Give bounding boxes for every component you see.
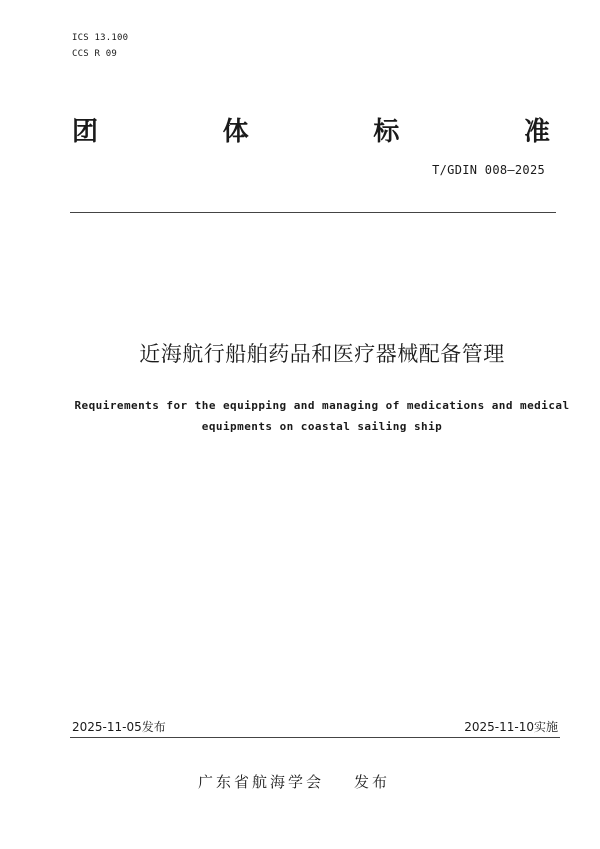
footer-divider [70, 737, 560, 738]
title-english [40, 395, 600, 437]
title-english-line: Requirements for the equipping and managing of medications and medical [74, 399, 570, 412]
ccs-code: CCS R 09 [72, 49, 117, 59]
implementation-date: 2025-11-10实施 [464, 720, 558, 734]
standard-type-heading [72, 116, 550, 148]
title-chinese: 近海航行船舶药品和医疗器械配备管理 [139, 342, 505, 366]
date-row [72, 718, 558, 736]
standard-type-char: 标 [373, 117, 400, 147]
classification-codes [72, 30, 128, 62]
standard-number: T/GDIN 008—2025 [432, 163, 545, 177]
header-divider [70, 212, 556, 213]
standard-type-char: 准 [523, 117, 550, 147]
standard-type-char: 团 [72, 117, 99, 147]
publisher-action: 发布 [354, 773, 391, 791]
publisher-name: 广东省航海学会 [198, 773, 325, 791]
standard-type-char: 体 [222, 117, 249, 147]
publisher-line [198, 772, 390, 792]
title-english-line: equipments on coastal sailing ship [201, 420, 443, 433]
ics-code: ICS 13.100 [72, 33, 129, 43]
release-date: 2025-11-05发布 [72, 720, 166, 734]
